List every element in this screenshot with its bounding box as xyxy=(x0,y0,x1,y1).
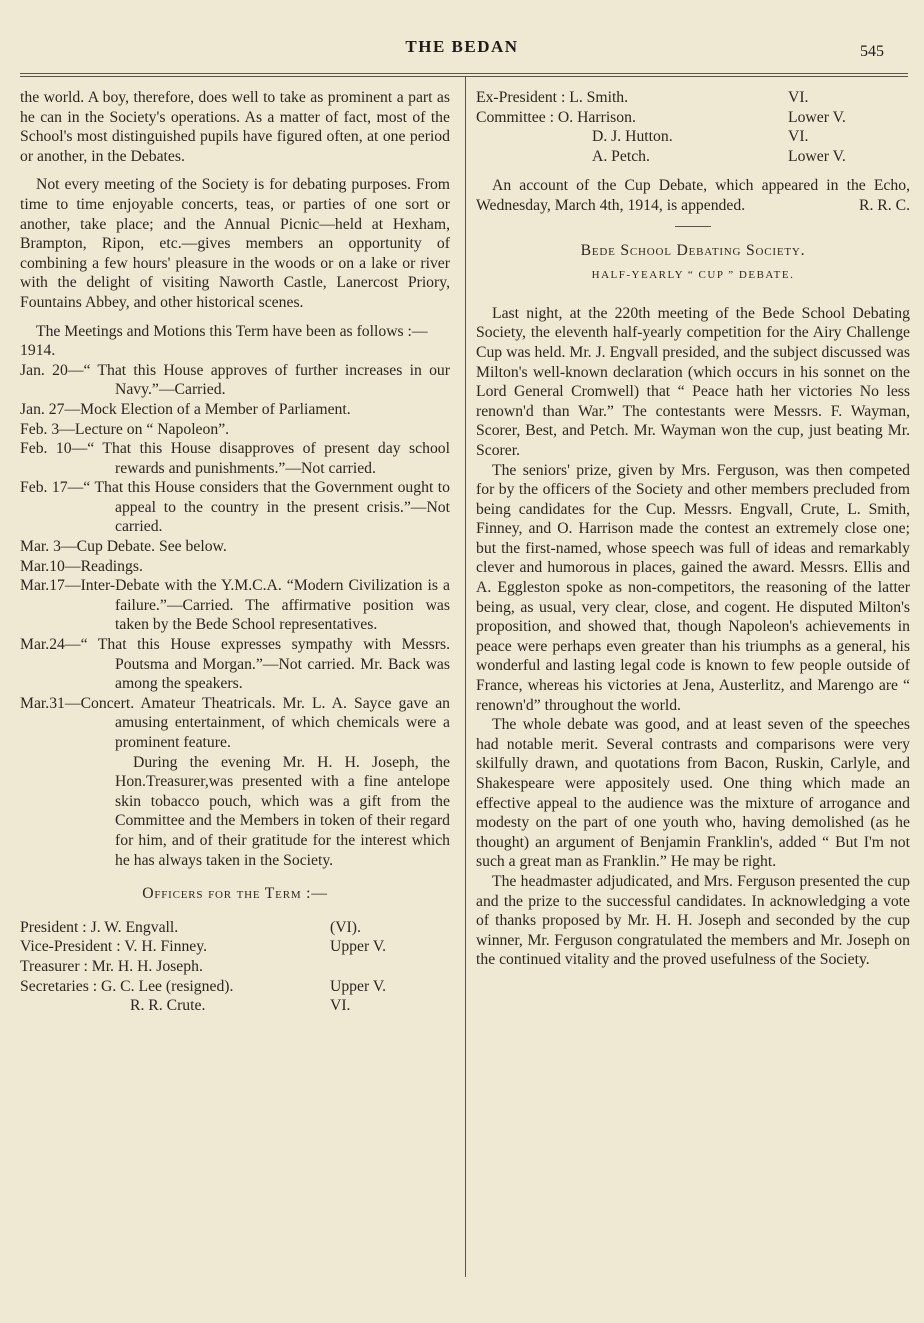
officer-form: VI. xyxy=(330,997,351,1015)
meeting-entry: Mar.24—“ That this House expresses sympathy with Messrs. Poutsma and Morgan.”—Not carried. Mr. Back was among the speakers. xyxy=(20,636,450,693)
running-title: THE BEDAN xyxy=(405,37,519,56)
officer-row xyxy=(20,937,450,957)
year-label: 1914. xyxy=(20,342,56,360)
meeting-entry: Feb. 17—“ That this House considers that the Government ought to appeal to the country in the present crisis.”—Not carried. xyxy=(20,479,450,536)
officer-form: VI. xyxy=(788,89,809,106)
paragraph: Not every meeting of the Society is for debating purposes. From time to time enjoyable concerts, teas, or parties of one sort or another, take place; and the Annual Picnic—held at Hexham, Brampton, Ripon, etc.—gives members an opportunity of combining a few hours' pleasure in the woods or on a lake or river with the delight of visiting Naworth Castle, Lanercost Priory, Fountains Abbey, and other historical scenes. xyxy=(20,176,450,311)
report-title: Bede School Debating Society. xyxy=(580,241,806,259)
paragraph: The Meetings and Motions this Term have been as follows :— xyxy=(36,322,428,340)
paragraph: Last night, at the 220th meeting of the Bede School Debating Society, the eleventh half-yearly competition for the Airy Challenge Cup was held. Mr. J. Engvall presided, and the subject discussed was Milton's well-known declaration (which occurs in his sonnet on the Lord General Cromwell) that “ Peace hath her victories No less renown'd than War.” The contestants were Messrs. F. Wayman, Scorer, Best, and Petch. Mr. Wayman won the cup, just beating Mr. Scorer. xyxy=(476,304,910,459)
officer-row xyxy=(476,147,910,167)
officer-row xyxy=(20,996,450,1016)
page-header xyxy=(0,0,924,80)
intro-text: An account of the Cup Debate, which appeared in the Echo, Wednesday, March 4th, 1914, is appended. xyxy=(476,177,910,214)
officers-heading: Officers for the Term :— xyxy=(142,885,328,903)
officer-form: Upper V. xyxy=(330,977,387,995)
header-rule xyxy=(20,73,908,74)
paragraph: The headmaster adjudicated, and Mrs. Ferguson presented the cup and the prize to the successful candidates. In acknowledging a vote of thanks proposed by Mr. H. H. Joseph and seconded by the cup winner, Mr. Ferguson congratulated the members and Mr. Joseph on the continued vitality and the proved usefulness of the Society. xyxy=(476,872,910,969)
officer-form: VI. xyxy=(788,128,809,146)
officer-name: Treasurer : Mr. H. H. Joseph. xyxy=(20,957,203,975)
meeting-entry: Feb. 3—Lecture on “ Napoleon”. xyxy=(20,420,230,438)
officer-name: Vice-President : V. H. Finney. xyxy=(20,938,207,956)
officer-row xyxy=(476,88,910,108)
officer-name: Committee : O. Harrison. xyxy=(476,108,636,126)
paragraph: The seniors' prize, given by Mrs. Ferguson, was then competed for by the officers of the Society and other members precluded from being candidates for the Cup. Messrs. Engvall, Crute, L. Smith, Finney, and O. Harrison made the contest an extremely close one; but the first-named, whose speech was full of ideas and remarkably clever and humorous in places, gained the award. Messrs. Ellis and A. Eggleston spoke as non-competitors, the reasoning of the latter being, as usual, very clear, close, and cogent. He disputed Milton's proposition, and showed that, though Napoleon's achievements in peace were perhaps even greater than his triumphs as a general, his wonderful and lasting legal code is known to few people outside of France, whereas his victories at Jena, Austerlitz, and Marengo are “ renown'd” throughout the world. xyxy=(476,461,910,714)
section-separator xyxy=(675,226,711,227)
officer-name: R. R. Crute. xyxy=(130,997,206,1015)
meeting-entry: Mar.17—Inter-Debate with the Y.M.C.A. “Modern Civilization is a failure.”—Carried. The affirmative position was taken by the Bede School representatives. xyxy=(20,577,450,634)
officer-name: President : J. W. Engvall. xyxy=(20,918,179,936)
officer-name: Secretaries : G. C. Lee (resigned). xyxy=(20,977,234,995)
paragraph: the world. A boy, therefore, does well to take as prominent a part as he can in the Society's operations. As a matter of fact, most of the School's most distinguished pupils have figured often, at one period or another, in the Debates. xyxy=(20,89,450,165)
officer-name: A. Petch. xyxy=(592,147,650,165)
column-divider xyxy=(465,77,466,1277)
officer-row xyxy=(20,918,450,938)
officer-form: Lower V. xyxy=(788,147,846,165)
left-column xyxy=(20,88,450,1016)
meeting-note: During the evening Mr. H. H. Joseph, the Hon.Treasurer,was presented with a fine antelope skin tobacco pouch, which was a gift from the Committee and the Members in token of their regard for him, and of their gratitude for the interest which he has always taken in the Society. xyxy=(115,753,450,869)
officer-form: (VI). xyxy=(330,918,361,936)
page-number: 545 xyxy=(860,43,884,60)
meeting-entry: Mar.10—Readings. xyxy=(20,557,143,575)
officer-form: Upper V. xyxy=(330,938,387,956)
initials-signature: R. R. C. xyxy=(859,196,910,214)
paragraph: The whole debate was good, and at least seven of the speeches had notable merit. Several contrasts and comparisons were very skilfully drawn, and quotations from Bacon, Ruskin, Carlyle, and Shakespeare were appositely used. One thing which made an effective appeal to the audience was the mixture of arrogance and modesty on the part of one youth who, having demolished (as he thought) an argument of Benjamin Franklin's, added “ But I'm not such a great man as Franklin.” He may be right. xyxy=(476,716,910,871)
officer-row xyxy=(20,957,450,977)
officer-row xyxy=(476,108,910,128)
officer-name: D. J. Hutton. xyxy=(592,128,673,146)
officer-name: Ex-President : L. Smith. xyxy=(476,89,629,106)
meeting-entry: Jan. 27—Mock Election of a Member of Parliament. xyxy=(20,400,351,418)
meeting-entry: Jan. 20—“ That this House approves of further increases in our Navy.”—Carried. xyxy=(20,361,450,399)
header-rule-lower xyxy=(20,76,908,77)
meeting-entry: Feb. 10—“ That this House disapproves of present day school rewards and punishments.”—Not carried. xyxy=(20,440,450,477)
officer-row xyxy=(476,127,910,147)
officer-row xyxy=(20,977,450,997)
intro-paragraph xyxy=(476,176,910,215)
meeting-entry: Mar. 3—Cup Debate. See below. xyxy=(20,538,227,556)
report-subtitle: HALF-YEARLY “ CUP ” DEBATE. xyxy=(591,269,795,282)
right-column xyxy=(476,88,910,970)
meeting-entry: Mar.31—Concert. Amateur Theatricals. Mr. L. A. Sayce gave an amusing entertainment, of which chemicals were a prominent feature. xyxy=(20,694,450,751)
officer-form xyxy=(330,957,440,977)
officer-form: Lower V. xyxy=(788,108,846,126)
